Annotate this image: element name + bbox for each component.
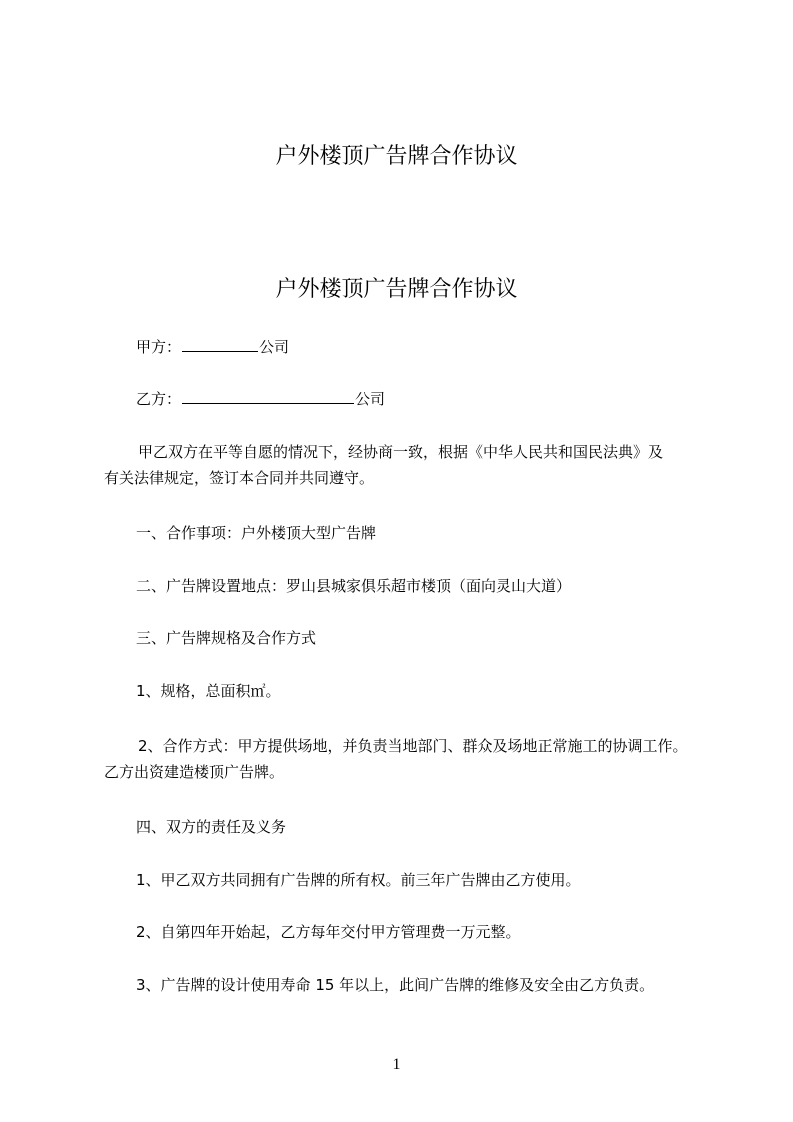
party-b-blank [182, 389, 354, 404]
item-3-2-line-1: 2、合作方式：甲方提供场地，并负责当地部门、群众及场地正常施工的协调工作。 [138, 737, 688, 755]
party-a-line [136, 337, 289, 357]
intro-line-2: 有关法律规定，签订本合同并共同遵守。 [104, 469, 375, 487]
item-4-2: 2、自第四年开始起，乙方每年交付甲方管理费一万元整。 [136, 923, 521, 941]
intro-line-1: 甲乙双方在平等自愿的情况下，经协商一致，根据《中华人民共和国民法典》及 [138, 443, 664, 461]
section-1: 一、合作事项：户外楼顶大型广告牌 [136, 524, 377, 542]
party-a-label: 甲方： [136, 338, 182, 356]
item-4-1: 1、甲乙双方共同拥有广告牌的所有权。前三年广告牌由乙方使用。 [136, 871, 581, 889]
page-number: 1 [392, 1056, 401, 1073]
document-title: 户外楼顶广告牌合作协议 [275, 277, 518, 302]
item-4-3: 3、广告牌的设计使用寿命 15 年以上，此间广告牌的维修及安全由乙方负责。 [136, 976, 655, 994]
section-3: 三、广告牌规格及合作方式 [136, 629, 317, 647]
cover-title: 户外楼顶广告牌合作协议 [275, 144, 518, 169]
item-3-1: 1、规格，总面积㎡。 [136, 682, 281, 700]
item-3-2-line-2: 乙方出资建造楼顶广告牌。 [104, 763, 285, 781]
party-b-line [136, 389, 385, 409]
party-b-suffix: 公司 [355, 390, 386, 408]
section-2: 二、广告牌设置地点：罗山县城家俱乐超市楼顶（面向灵山大道） [136, 577, 572, 595]
party-a-suffix: 公司 [259, 338, 290, 356]
party-b-label: 乙方： [136, 390, 182, 408]
section-4: 四、双方的责任及义务 [136, 818, 287, 836]
party-a-blank [182, 337, 258, 352]
